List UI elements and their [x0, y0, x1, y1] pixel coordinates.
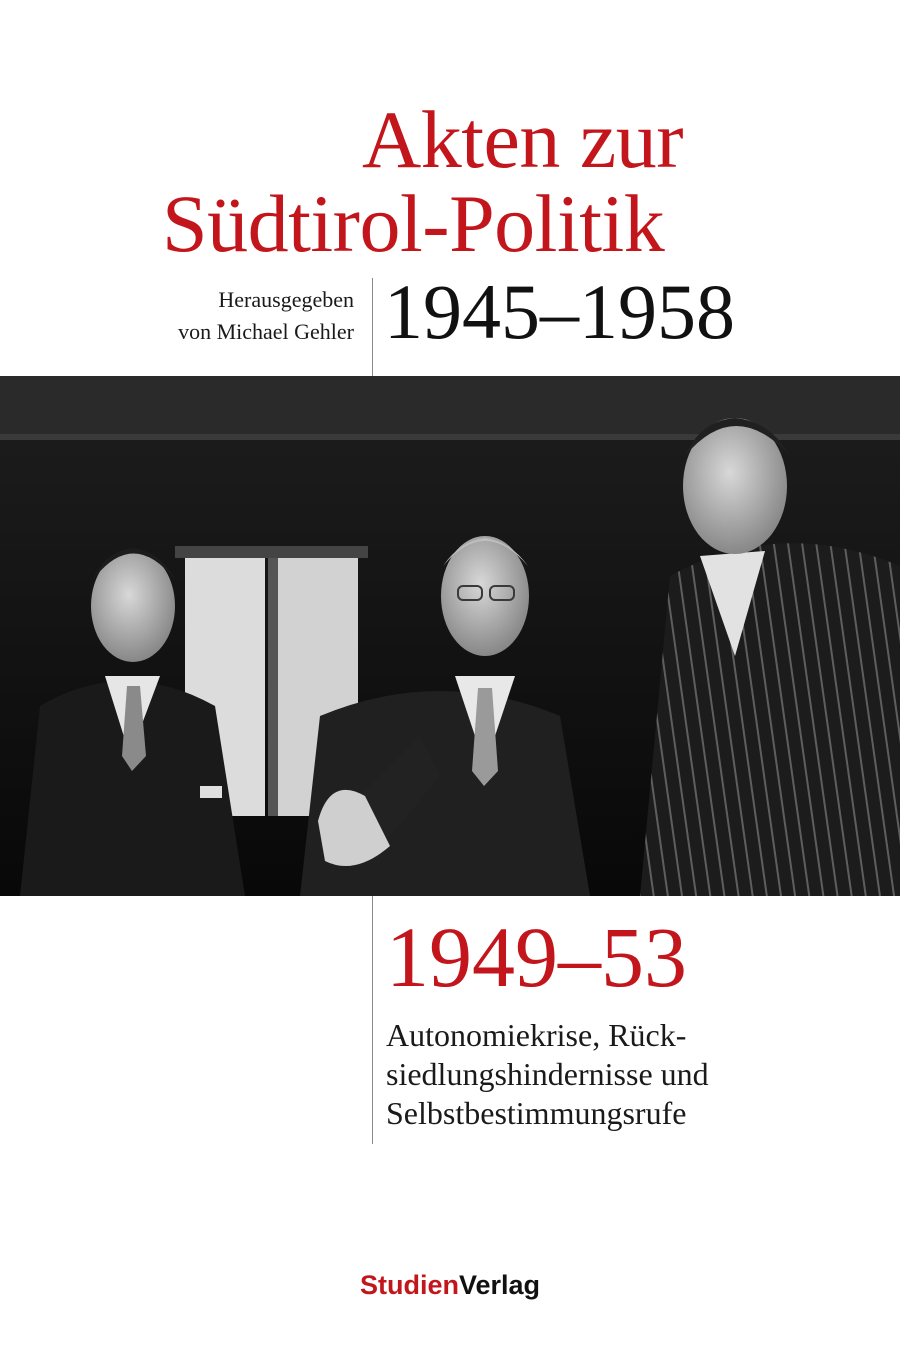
- cover-photo: [0, 376, 900, 896]
- editor-line-1: Herausgegeben: [218, 287, 354, 312]
- vertical-divider-bottom: [372, 896, 373, 1144]
- book-title: [100, 94, 820, 269]
- publisher-name-part-1: Studien: [359, 1270, 459, 1300]
- volume-subtitle: [386, 1016, 866, 1133]
- subtitle-line-3: Selbstbestimmungsrufe: [386, 1095, 687, 1131]
- title-line-2: Südtirol-Politik: [162, 178, 665, 269]
- vertical-divider-top: [372, 278, 373, 376]
- title-line-1: Akten zur: [362, 94, 684, 185]
- series-range: 1945–1958: [384, 268, 735, 355]
- editor-line-2: von Michael Gehler: [178, 319, 354, 344]
- publisher-logo: [0, 1270, 900, 1301]
- volume-years: 1949–53: [386, 909, 687, 1005]
- subtitle-line-2: siedlungshindernisse und: [386, 1056, 709, 1092]
- subtitle-line-1: Autonomiekrise, Rück-: [386, 1017, 687, 1053]
- editor-credit: [178, 284, 354, 348]
- photo-illustration: [0, 376, 900, 896]
- publisher-name-part-2: Verlag: [458, 1270, 541, 1300]
